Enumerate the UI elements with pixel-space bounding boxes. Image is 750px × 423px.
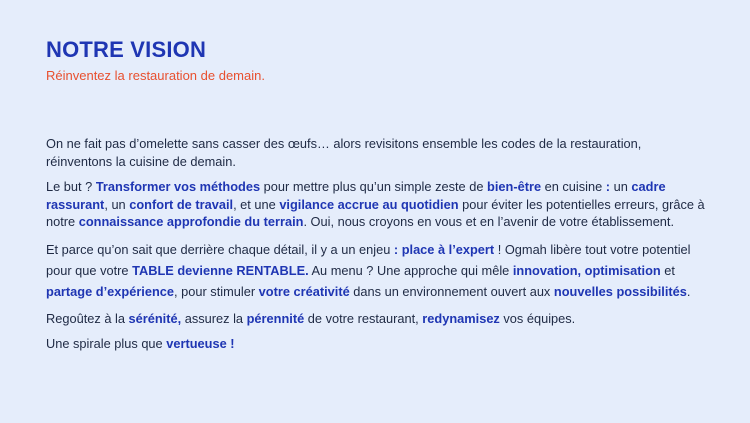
emphasis-text: redynamisez xyxy=(422,310,500,326)
text-run: pour éviter les potentielles erreurs, grâce à notre xyxy=(46,196,705,229)
paragraph xyxy=(46,335,706,353)
text-run: Regoûtez à la xyxy=(46,310,129,326)
text-run: en cuisine xyxy=(541,179,606,194)
emphasis-text: : xyxy=(605,179,611,194)
text-run: un xyxy=(610,179,632,194)
text-run: Et parce qu’on sait que derrière chaque détail, il y a un enjeu xyxy=(46,241,394,257)
emphasis-text: pérennité xyxy=(246,310,305,326)
emphasis-text: Transformer vos méthodes xyxy=(95,179,261,194)
emphasis-text: vertueuse ! xyxy=(166,336,235,351)
text-run: vos équipes. xyxy=(499,310,576,326)
paragraph xyxy=(46,135,706,170)
emphasis-text: connaissance approfondie du terrain xyxy=(78,214,304,229)
paragraph xyxy=(46,239,706,302)
text-run: dans un environnement ouvert aux xyxy=(349,283,554,299)
paragraph xyxy=(46,310,706,328)
text-run: On ne fait pas d’omelette sans casser des œufs… alors revisitons ensemble les codes de la restauration, réinventons la cuisine de demain. xyxy=(46,136,642,169)
text-run: , un xyxy=(104,196,130,212)
text-run: , pour stimuler xyxy=(174,283,259,299)
text-run: , et une xyxy=(233,196,280,212)
text-run: et xyxy=(660,262,675,278)
emphasis-text: partage d’expérience xyxy=(46,283,175,299)
text-run: Une spirale plus que xyxy=(46,336,167,351)
body-text xyxy=(46,135,706,361)
text-run: Le but ? xyxy=(46,179,96,194)
emphasis-text: innovation, optimisation xyxy=(512,262,661,278)
emphasis-text: TABLE devienne RENTABLE. xyxy=(132,262,309,278)
text-run: pour mettre plus qu’un simple zeste de xyxy=(260,179,488,194)
emphasis-text: confort de travail xyxy=(129,196,234,212)
text-run: assurez la xyxy=(181,310,247,326)
emphasis-text: votre créativité xyxy=(258,283,350,299)
emphasis-text: vigilance accrue au quotidien xyxy=(279,196,459,212)
emphasis-text: sérénité, xyxy=(128,310,182,326)
emphasis-text: : place à l’expert xyxy=(393,241,495,257)
paragraph xyxy=(46,178,706,231)
page-title: NOTRE VISION xyxy=(46,37,207,62)
text-run: de votre restaurant, xyxy=(304,310,423,326)
emphasis-text: bien-être xyxy=(487,179,542,194)
page-subtitle: Réinventez la restauration de demain. xyxy=(46,68,265,83)
text-run: . xyxy=(686,283,691,299)
emphasis-text: cadre rassurant xyxy=(46,179,666,212)
emphasis-text: nouvelles possibilités xyxy=(553,283,687,299)
text-run: Au menu ? Une approche qui mêle xyxy=(308,262,513,278)
text-run: ! Ogmah libère tout votre potentiel pour que votre xyxy=(46,241,691,278)
text-run: . Oui, nous croyons en vous et en l’avenir de votre établissement. xyxy=(303,214,675,229)
